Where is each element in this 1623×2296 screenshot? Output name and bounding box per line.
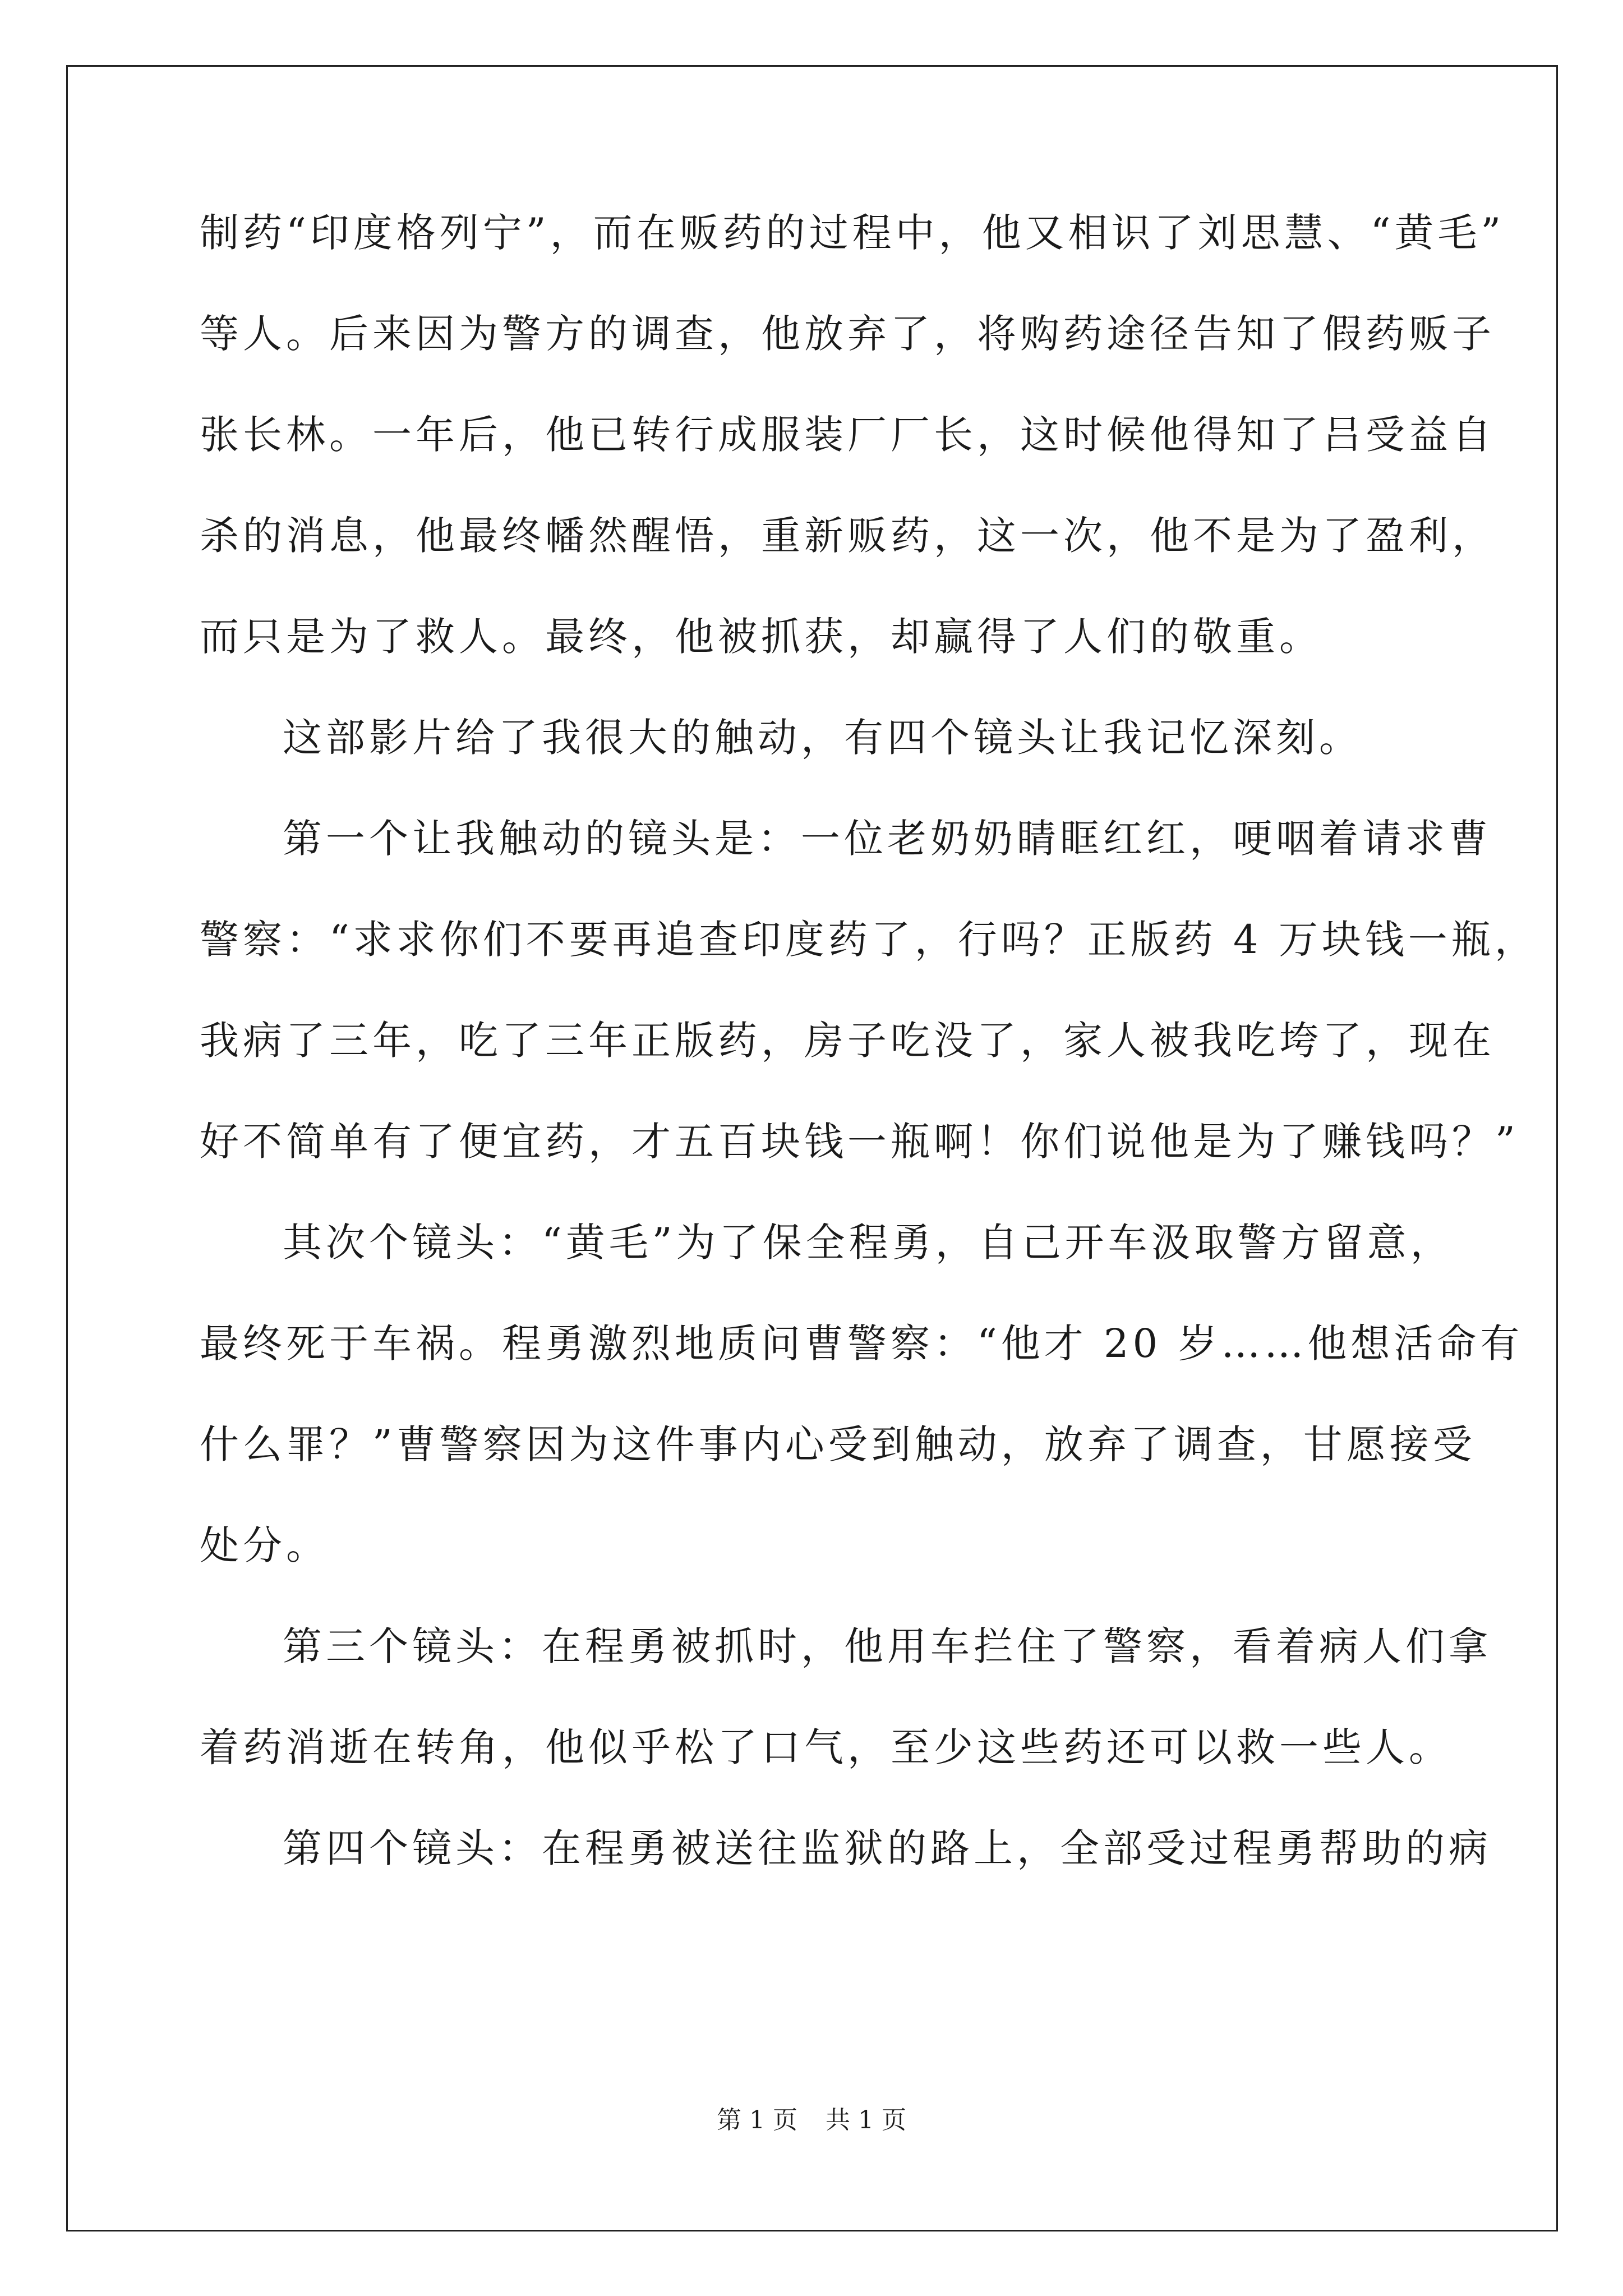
text-line: 其次个镜头：“黄毛”为了保全程勇，自己开车汲取警方留意， [283,1220,1454,1266]
text-line: 着药消逝在转角，他似乎松了口气，至少这些药还可以救一些人。 [200,1724,1452,1770]
text-line: 等人。后来因为警方的调查，他放弃了，将购药途径告知了假药贩子 [200,311,1495,357]
text-line: 警察：“求求你们不要再追查印度药了，行吗？正版药 4 万块钱一瓶， [200,917,1538,963]
text-line: 杀的消息，他最终幡然醒悟，重新贩药，这一次，他不是为了盈利， [200,513,1495,559]
text-line: 而只是为了救人。最终，他被抓获，却赢得了人们的敬重。 [200,614,1322,660]
page-footer [0,2104,1623,2137]
text-line: 最终死于车祸。程勇激烈地质问曹警察：“他才 20 岁……他想活命有 [200,1320,1524,1366]
page-number: 第 1 页 [717,2106,797,2134]
text-line: 制药“印度格列宁”，而在贩药的过程中，他又相识了刘思慧、“黄毛” [200,210,1505,256]
text-line: 张长林。一年后，他已转行成服装厂厂长，这时候他得知了吕受益自 [200,412,1495,458]
text-line: 第三个镜头：在程勇被抓时，他用车拦住了警察，看着病人们拿 [283,1623,1492,1669]
page-total: 共 1 页 [826,2106,906,2134]
text-line: 我病了三年，吃了三年正版药，房子吃没了，家人被我吃垮了，现在 [200,1018,1495,1064]
text-line: 处分。 [200,1522,329,1568]
text-line: 好不简单有了便宜药，才五百块钱一瓶啊！你们说他是为了赚钱吗？” [200,1119,1519,1165]
text-line: 这部影片给了我很大的触动，有四个镜头让我记忆深刻。 [283,715,1362,761]
text-line: 第一个让我触动的镜头是：一位老奶奶睛眶红红，哽咽着请求曹 [283,816,1492,862]
text-line: 什么罪？”曹警察因为这件事内心受到触动，放弃了调查，甘愿接受 [200,1421,1476,1467]
text-line: 第四个镜头：在程勇被送往监狱的路上，全部受过程勇帮助的病 [283,1825,1492,1871]
